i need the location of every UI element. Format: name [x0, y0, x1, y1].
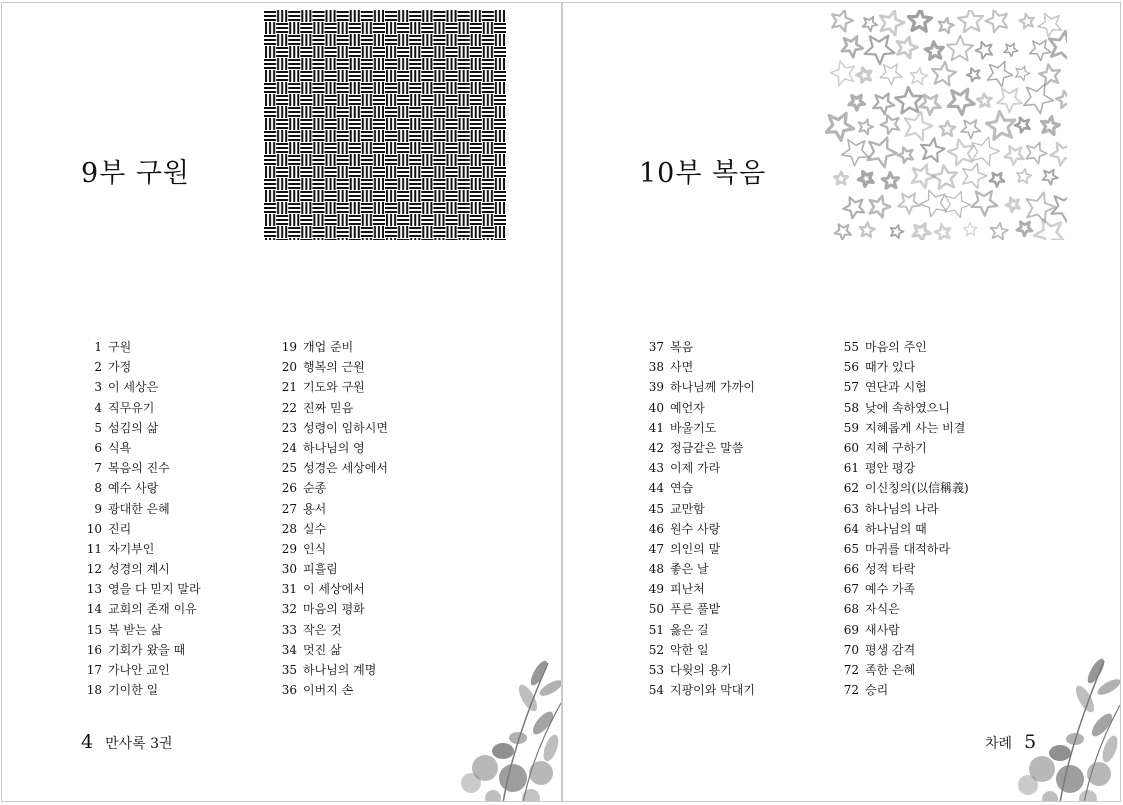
book-spread: [1, 2, 1121, 804]
toc-column: [839, 337, 969, 700]
toc-entry: [277, 377, 388, 397]
toc-entry: [82, 337, 201, 357]
toc-entry-number: 8: [94, 481, 102, 496]
toc-entry: [644, 438, 755, 458]
toc-entry-title: 직무유기: [108, 400, 155, 415]
toc-entry-title: 정금같은 말씀: [670, 440, 744, 455]
toc-entry-title: 새사람: [865, 622, 900, 637]
toc-entry: [82, 458, 201, 478]
toc-entry-number: 65: [843, 541, 859, 556]
toc-entry-number: 42: [648, 440, 664, 455]
toc-entry-number: 68: [843, 602, 859, 617]
toc-entry-title: 가정: [108, 360, 132, 375]
toc-entry-number: 63: [843, 501, 859, 516]
toc-entry-number: 22: [281, 400, 297, 415]
toc-entry-title: 하나님의 계명: [303, 663, 377, 677]
toc-entry-title: 복 받는 삶: [108, 622, 162, 637]
toc-entry: [839, 519, 969, 539]
toc-entry-number: 40: [648, 400, 664, 415]
toc-entry-title: 가나안 교인: [108, 663, 170, 677]
toc-entry-number: 37: [648, 340, 664, 354]
left-page: [1, 2, 562, 802]
toc-column: [644, 337, 755, 700]
toc-entry-title: 연단과 시험: [865, 380, 927, 395]
toc-entry-title: 연습: [670, 481, 694, 496]
toc-entry-number: 25: [281, 461, 297, 476]
toc-entry-number: 46: [648, 521, 664, 536]
toc-entry: [82, 620, 201, 640]
toc-entry-number: 35: [281, 663, 297, 677]
toc-entry-title: 평안 평강: [865, 461, 916, 476]
toc-entry: [644, 499, 755, 519]
toc-entry: [82, 499, 201, 519]
toc-entry-title: 복음의 진수: [108, 461, 170, 476]
toc-entry: [82, 539, 201, 559]
toc-entry: [277, 357, 388, 377]
toc-entry-title: 진짜 믿음: [303, 400, 354, 415]
toc-entry-title: 이 세상은: [108, 380, 159, 395]
toc-entry-number: 55: [843, 340, 859, 354]
toc-entry-number: 38: [648, 360, 664, 375]
page-number: 5: [1024, 731, 1037, 753]
toc-entry-title: 성적 타락: [865, 562, 916, 577]
toc-entry-title: 자식은: [865, 602, 900, 617]
toc-entry-title: 개업 준비: [303, 340, 354, 354]
toc-entry-number: 47: [648, 541, 664, 556]
toc-entry-title: 인식: [303, 541, 327, 556]
toc-entry-number: 32: [281, 602, 297, 617]
part-title: 10부 복음: [639, 158, 767, 189]
toc-entry: [82, 680, 201, 700]
toc-entry: [277, 438, 388, 458]
toc-entry-number: 70: [843, 642, 859, 657]
toc-entry-title: 섬김의 삶: [108, 420, 159, 435]
toc-entry-title: 영을 다 믿지 말라: [108, 582, 201, 597]
toc-entry-number: 39: [648, 380, 664, 395]
toc-entry: [839, 418, 969, 438]
toc-entry-title: 멋진 삶: [303, 642, 342, 657]
toc-entry-title: 자기부인: [108, 541, 155, 556]
toc-entry-title: 마음의 평화: [303, 602, 365, 617]
toc-entry-title: 바울기도: [670, 420, 717, 435]
toc-entry: [839, 398, 969, 418]
toc-entry: [277, 559, 388, 579]
toc-entry-number: 18: [86, 683, 102, 698]
toc-entry: [644, 680, 755, 700]
toc-entry-number: 2: [94, 360, 102, 375]
toc-entry: [644, 478, 755, 498]
toc-entry: [839, 499, 969, 519]
toc-entry-number: 72: [843, 683, 859, 698]
toc-entry-number: 12: [86, 562, 102, 577]
toc-entry: [277, 519, 388, 539]
toc-entry: [839, 620, 969, 640]
toc-entry: [277, 418, 388, 438]
toc-entry: [82, 478, 201, 498]
toc-entry-title: 예언자: [670, 400, 705, 415]
toc-entry: [277, 599, 388, 619]
toc-entry-title: 예수 사랑: [108, 481, 159, 496]
stars-pattern-icon: [825, 10, 1067, 240]
toc-entry-number: 7: [94, 461, 102, 476]
toc-entry-title: 식욕: [108, 440, 132, 455]
toc-column: [82, 337, 201, 700]
toc-entry-number: 4: [94, 400, 102, 415]
toc-entry-number: 16: [86, 642, 102, 657]
toc-entry-title: 의인의 말: [670, 541, 721, 556]
toc-entry: [839, 337, 969, 357]
page-footer: [81, 731, 173, 753]
toc-entry-title: 때가 있다: [865, 360, 916, 375]
toc-entry: [839, 458, 969, 478]
toc-entry: [82, 418, 201, 438]
toc-entry: [82, 640, 201, 660]
toc-entry: [839, 377, 969, 397]
toc-entry-title: 기도와 구원: [303, 380, 365, 395]
toc-entry-title: 마귀를 대적하라: [865, 541, 950, 556]
toc-entry-title: 교만함: [670, 501, 705, 516]
toc-column: [277, 337, 388, 700]
toc-entry-number: 51: [648, 622, 664, 637]
toc-entry-title: 옳은 길: [670, 622, 709, 637]
toc-entry-title: 성령이 임하시면: [303, 420, 388, 435]
toc-entry: [277, 458, 388, 478]
eucalyptus-leaves-icon: [443, 643, 562, 802]
toc-entry-title: 지팡이와 막대기: [670, 683, 755, 698]
toc-entry-number: 67: [843, 582, 859, 597]
toc-entry-title: 피흘림: [303, 562, 338, 577]
toc-entry-title: 성경의 계시: [108, 562, 170, 577]
toc-entry-number: 28: [281, 521, 297, 536]
toc-entry: [277, 579, 388, 599]
toc-entry: [839, 680, 969, 700]
toc-entry: [82, 357, 201, 377]
toc-entry-number: 57: [843, 380, 859, 395]
toc-entry-title: 낮에 속하였으니: [865, 400, 950, 415]
toc-entry-number: 48: [648, 562, 664, 577]
toc-entry-title: 푸른 풀밭: [670, 602, 721, 617]
running-title: 만사록 3권: [105, 736, 173, 752]
toc-entry-number: 17: [86, 663, 102, 677]
toc-entry-title: 교회의 존재 이유: [108, 602, 197, 617]
toc-entry-title: 용서: [303, 501, 327, 516]
toc-entry-title: 좋은 날: [670, 562, 709, 577]
toc-entry-number: 1: [94, 340, 102, 354]
toc-entry-number: 31: [281, 582, 297, 597]
toc-entry: [839, 357, 969, 377]
toc-entry-title: 하나님의 때: [865, 521, 927, 536]
toc-entry: [644, 398, 755, 418]
toc-entry-number: 45: [648, 501, 664, 516]
toc-entry-title: 기이한 일: [108, 683, 159, 698]
toc-entry-number: 9: [94, 501, 102, 516]
toc-entry: [277, 620, 388, 640]
toc-entry: [839, 599, 969, 619]
toc-entry-number: 6: [94, 440, 102, 455]
toc-entry-number: 27: [281, 501, 297, 516]
toc-entry: [839, 438, 969, 458]
toc-entry: [644, 660, 755, 680]
toc-entry: [82, 377, 201, 397]
toc-entry: [277, 398, 388, 418]
toc-entry-number: 3: [94, 380, 102, 395]
toc-entry: [277, 660, 388, 680]
toc-entry-title: 복음: [670, 340, 694, 354]
toc-entry: [277, 640, 388, 660]
toc-entry-number: 43: [648, 461, 664, 476]
right-page: [562, 2, 1121, 802]
toc-entry-title: 광대한 은혜: [108, 501, 170, 516]
toc-entry-title: 기회가 왔을 때: [108, 642, 186, 657]
toc-entry: [644, 458, 755, 478]
toc-entry-title: 이 세상에서: [303, 582, 365, 597]
toc-entry-number: 59: [843, 420, 859, 435]
lattice-pattern-icon: [264, 10, 506, 240]
toc-entry-number: 29: [281, 541, 297, 556]
toc-entry: [644, 640, 755, 660]
toc-entry-number: 53: [648, 663, 664, 677]
toc-entry-number: 20: [281, 360, 297, 375]
toc-entry: [644, 579, 755, 599]
toc-entry: [277, 478, 388, 498]
toc-entry-number: 41: [648, 420, 664, 435]
toc-entry: [644, 418, 755, 438]
toc-entry-number: 24: [281, 440, 297, 455]
toc-entry-title: 행복의 근원: [303, 360, 365, 375]
running-title: 차례: [985, 736, 1013, 752]
toc-entry: [839, 559, 969, 579]
toc-entry: [277, 337, 388, 357]
toc-entry: [839, 478, 969, 498]
toc-entry-number: 50: [648, 602, 664, 617]
toc-entry-number: 5: [94, 420, 102, 435]
toc-entry-title: 작은 것: [303, 622, 342, 637]
toc-entry-number: 10: [86, 521, 102, 536]
toc-entry-title: 성경은 세상에서: [303, 461, 388, 476]
toc-entry-title: 구원: [108, 340, 132, 354]
toc-entry-title: 악한 일: [670, 642, 709, 657]
toc-entry-number: 54: [648, 683, 664, 698]
toc-entry-title: 지혜 구하기: [865, 440, 927, 455]
toc-entry: [644, 599, 755, 619]
toc-entry: [644, 559, 755, 579]
toc-entry-number: 52: [648, 642, 664, 657]
toc-entry: [644, 337, 755, 357]
toc-entry-number: 14: [86, 602, 102, 617]
toc-entry-number: 62: [843, 481, 859, 496]
toc-entry: [82, 579, 201, 599]
toc-entry: [839, 640, 969, 660]
page-number: 4: [81, 731, 94, 753]
toc-entry-title: 평생 감격: [865, 642, 916, 657]
toc-entry-number: 23: [281, 420, 297, 435]
toc-entry-title: 지혜롭게 사는 비결: [865, 420, 966, 435]
toc-entry: [839, 579, 969, 599]
toc-entry-title: 마음의 주인: [865, 340, 927, 354]
toc-entry-title: 이버지 손: [303, 683, 354, 698]
toc-entry-title: 하나님께 가까이: [670, 380, 755, 395]
toc-entry-title: 진리: [108, 521, 132, 536]
toc-entry-title: 원수 사랑: [670, 521, 721, 536]
toc-entry-number: 33: [281, 622, 297, 637]
toc-entry-title: 하나님의 영: [303, 440, 365, 455]
toc-entry-title: 순종: [303, 481, 327, 496]
toc-entry-number: 58: [843, 400, 859, 415]
toc-entry-title: 다윗의 용기: [670, 663, 732, 677]
toc-entry: [644, 519, 755, 539]
toc-entry-title: 하나님의 나라: [865, 501, 939, 516]
toc-entry: [82, 660, 201, 680]
eucalyptus-leaves-icon: [1002, 643, 1121, 802]
toc-entry-title: 예수 가족: [865, 582, 916, 597]
toc-entry: [644, 539, 755, 559]
toc-entry-title: 사면: [670, 360, 694, 375]
toc-entry: [644, 357, 755, 377]
toc-entry: [82, 398, 201, 418]
toc-entry: [839, 660, 969, 680]
toc-entry-title: 피난처: [670, 582, 705, 597]
toc-entry: [839, 539, 969, 559]
toc-entry-number: 36: [281, 683, 297, 698]
toc-entry: [277, 499, 388, 519]
toc-entry-number: 26: [281, 481, 297, 496]
toc-entry-title: 족한 은혜: [865, 663, 916, 677]
toc-entry-number: 21: [281, 380, 297, 395]
toc-entry-number: 19: [281, 340, 297, 354]
toc-entry: [82, 599, 201, 619]
toc-entry-number: 11: [86, 541, 102, 556]
toc-entry-number: 66: [843, 562, 859, 577]
toc-entry-number: 56: [843, 360, 859, 375]
toc-entry: [277, 680, 388, 700]
toc-entry: [82, 519, 201, 539]
toc-entry: [277, 539, 388, 559]
toc-entry: [644, 377, 755, 397]
toc-entry-number: 49: [648, 582, 664, 597]
part-title: 9부 구원: [81, 158, 191, 189]
toc-entry-number: 30: [281, 562, 297, 577]
toc-entry-title: 실수: [303, 521, 327, 536]
toc-entry-number: 61: [843, 461, 859, 476]
toc-entry-number: 69: [843, 622, 859, 637]
toc-entry-number: 44: [648, 481, 664, 496]
toc-entry-number: 72: [843, 663, 859, 677]
toc-entry: [82, 559, 201, 579]
toc-entry: [82, 438, 201, 458]
toc-entry-number: 13: [86, 582, 102, 597]
toc-entry: [644, 620, 755, 640]
toc-entry-title: 이제 가라: [670, 461, 721, 476]
toc-entry-title: 이신칭의(以信稱義): [865, 481, 969, 496]
toc-entry-title: 승리: [865, 683, 889, 698]
toc-entry-number: 60: [843, 440, 859, 455]
toc-entry-number: 15: [86, 622, 102, 637]
toc-entry-number: 34: [281, 642, 297, 657]
toc-entry-number: 64: [843, 521, 859, 536]
